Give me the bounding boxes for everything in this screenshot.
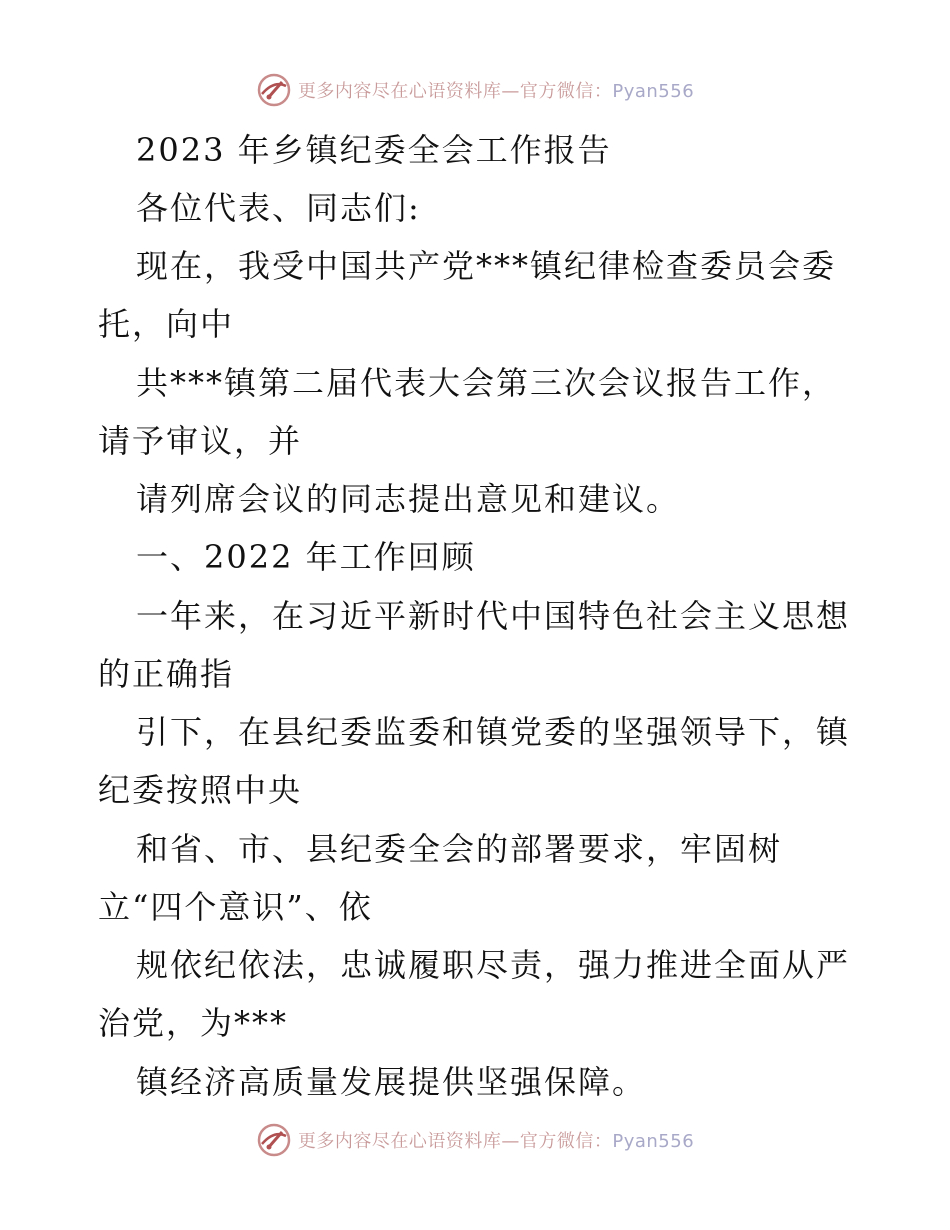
paragraph-line: 规依纪依法，忠诚履职尽责，强力推进全面从严 — [136, 946, 851, 984]
paragraph-line: 的正确指 — [98, 655, 235, 693]
paragraph-line: 引下，在县纪委监委和镇党委的坚强领导下，镇 — [136, 713, 851, 751]
paragraph-line: 治党，为*** — [98, 1004, 289, 1042]
paragraph-line: 托，向中 — [98, 305, 235, 343]
paragraph-line: 共***镇第二届代表大会第三次会议报告工作， — [136, 364, 837, 402]
paragraph-line: 现在，我受中国共产党***镇纪律检查委员会委 — [136, 247, 837, 285]
paragraph-line: 纪委按照中央 — [98, 771, 303, 809]
watermark-logo-icon — [256, 72, 292, 108]
watermark-logo-icon — [256, 1122, 292, 1158]
watermark-text: 更多内容尽在心语资料库—官方微信：Pyan556 — [297, 1131, 695, 1152]
salutation: 各位代表、同志们: — [136, 189, 421, 227]
paragraph-line: 镇经济高质量发展提供坚强保障。 — [136, 1063, 647, 1101]
header-watermark — [0, 70, 950, 110]
section-heading: 一、2022 年工作回顾 — [136, 538, 476, 576]
watermark-text: 更多内容尽在心语资料库—官方微信：Pyan556 — [297, 81, 695, 102]
paragraph-line: 请予审议，并 — [98, 422, 303, 460]
paragraph-line: 请列席会议的同志提出意见和建议。 — [136, 480, 681, 518]
document-title: 2023 年乡镇纪委全会工作报告 — [136, 131, 612, 169]
paragraph-line: 立“四个意识”、依 — [98, 888, 373, 926]
paragraph-line: 一年来，在习近平新时代中国特色社会主义思想 — [136, 597, 851, 635]
paragraph-line: 和省、市、县纪委全会的部署要求，牢固树 — [136, 830, 783, 868]
footer-watermark — [0, 1120, 950, 1160]
